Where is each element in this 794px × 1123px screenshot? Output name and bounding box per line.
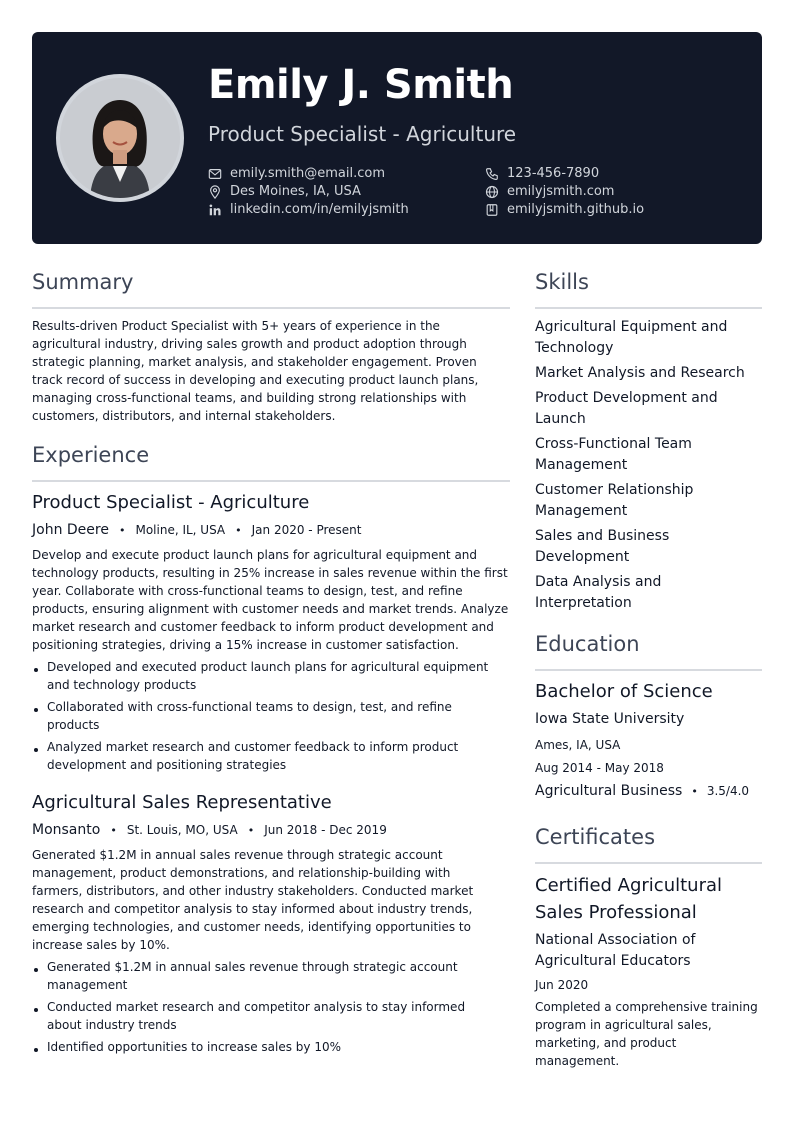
location-pin-icon — [208, 185, 222, 199]
resume-header — [32, 32, 762, 244]
separator-dot: • — [691, 785, 698, 798]
contact-location-text: Des Moines, IA, USA — [230, 184, 361, 199]
certificate-date: Jun 2020 — [535, 978, 589, 992]
experience-heading: Experience — [32, 443, 150, 467]
education-dates: Aug 2014 - May 2018 — [535, 761, 664, 775]
skill-item: Market Analysis and Research — [535, 365, 745, 381]
skill-item: Data Analysis and Interpretation — [535, 574, 662, 611]
skill-item: Product Development and Launch — [535, 390, 718, 427]
school: Iowa State University — [535, 711, 685, 727]
degree: Bachelor of Science — [535, 681, 713, 702]
certificate-name: Certified Agricultural Sales Professional — [535, 875, 723, 923]
contact-website[interactable] — [485, 184, 614, 199]
skills-divider — [535, 307, 762, 309]
profile-photo — [56, 74, 184, 202]
major-gpa — [535, 783, 749, 799]
job-dates: Jan 2020 - Present — [251, 523, 362, 537]
summary-divider — [32, 307, 510, 309]
list-item: Identified opportunities to increase sales by 10% — [32, 1038, 472, 1056]
job-meta — [32, 822, 387, 838]
summary-text: Results-driven Product Specialist with 5+ years of experience in the agricultural industry, driving sales growth and product adoption through strategic planning, market analysis, and stakeholder engagement. Proven track record of success in developing and executing product launch plans, managing cross-functional teams, and building strong relationships with customers, distributors, and internal stakeholders. — [32, 319, 479, 423]
job-title: Agricultural Sales Representative — [32, 792, 332, 813]
contact-github-text: emilyjsmith.github.io — [507, 202, 645, 217]
phone-icon — [485, 167, 499, 181]
education-heading: Education — [535, 632, 640, 656]
contact-phone[interactable] — [485, 166, 599, 181]
job-company: Monsanto — [32, 822, 101, 838]
summary-heading: Summary — [32, 270, 134, 294]
job-company: John Deere — [32, 522, 109, 538]
separator-dot: • — [118, 524, 126, 537]
contact-linkedin-text: linkedin.com/in/emilyjsmith — [230, 202, 409, 217]
list-item: Generated $1.2M in annual sales revenue through strategic account management — [32, 958, 472, 994]
contact-email-text: emily.smith@email.com — [230, 166, 385, 181]
job-meta — [32, 522, 361, 538]
person-photo-icon — [60, 78, 180, 198]
job-location: Moline, IL, USA — [135, 523, 226, 537]
certificate-issuer: National Association of Agricultural Educators — [535, 932, 696, 969]
globe-icon — [485, 185, 499, 199]
repo-book-icon — [485, 203, 499, 217]
candidate-name: Emily J. Smith — [208, 62, 514, 108]
list-item: Conducted market research and competitor analysis to stay informed about industry trends — [32, 998, 472, 1034]
job-description: Generated $1.2M in annual sales revenue through strategic account management, product demonstrations, and relationship-building with farmers, distributors, and other industry stakeholders. Conducted market research and competitor analysis to stay informed about industry trends, emerging technologies, and customer needs, identifying opportunities to increase sales by 10%. — [32, 848, 474, 952]
job-bullets — [32, 658, 502, 778]
list-item: Collaborated with cross-functional teams to design, test, and refine products — [32, 698, 502, 734]
job-location: St. Louis, MO, USA — [126, 823, 238, 837]
school-location: Ames, IA, USA — [535, 738, 621, 752]
contact-website-text: emilyjsmith.com — [507, 184, 615, 199]
skill-item: Customer Relationship Management — [535, 482, 694, 519]
job-description: Develop and execute product launch plans for agricultural equipment and technology products, resulting in 25% increase in sales revenue within the first year. Collaborate with cross-functional teams to design, test, and refine products, ensuring alignment with customer needs and market trends. Analyze market research and customer feedback to inform product development and positioning strategies, driving a 15% increase in customer satisfaction. — [32, 548, 509, 652]
skills-list — [535, 317, 762, 618]
skill-item: Agricultural Equipment and Technology — [535, 319, 728, 356]
certificates-divider — [535, 862, 762, 864]
job-title: Product Specialist - Agriculture — [32, 492, 310, 513]
linkedin-icon — [208, 203, 222, 217]
separator-dot: • — [110, 824, 117, 837]
skills-heading: Skills — [535, 270, 589, 294]
skill-item: Sales and Business Development — [535, 528, 670, 565]
skill-item: Cross-Functional Team Management — [535, 436, 692, 473]
gpa: 3.5/4.0 — [706, 784, 750, 798]
list-item: Analyzed market research and customer feedback to inform product development and positioning strategies — [32, 738, 502, 774]
mail-icon — [208, 167, 222, 181]
separator-dot: • — [235, 524, 242, 537]
contact-location — [208, 184, 361, 199]
major: Agricultural Business — [535, 783, 683, 799]
certificates-heading: Certificates — [535, 825, 656, 849]
contact-github[interactable] — [485, 202, 644, 217]
list-item: Developed and executed product launch plans for agricultural equipment and technology products — [32, 658, 502, 694]
education-divider — [535, 669, 762, 671]
contact-phone-text: 123-456-7890 — [507, 166, 600, 181]
contact-linkedin[interactable] — [208, 202, 409, 217]
job-bullets — [32, 958, 472, 1060]
certificate-description: Completed a comprehensive training program in agricultural sales, marketing, and product management. — [535, 1000, 758, 1068]
contact-email[interactable] — [208, 166, 385, 181]
separator-dot: • — [247, 824, 255, 837]
candidate-title: Product Specialist - Agriculture — [208, 122, 517, 146]
job-dates: Jun 2018 - Dec 2019 — [264, 823, 387, 837]
experience-divider — [32, 480, 510, 482]
